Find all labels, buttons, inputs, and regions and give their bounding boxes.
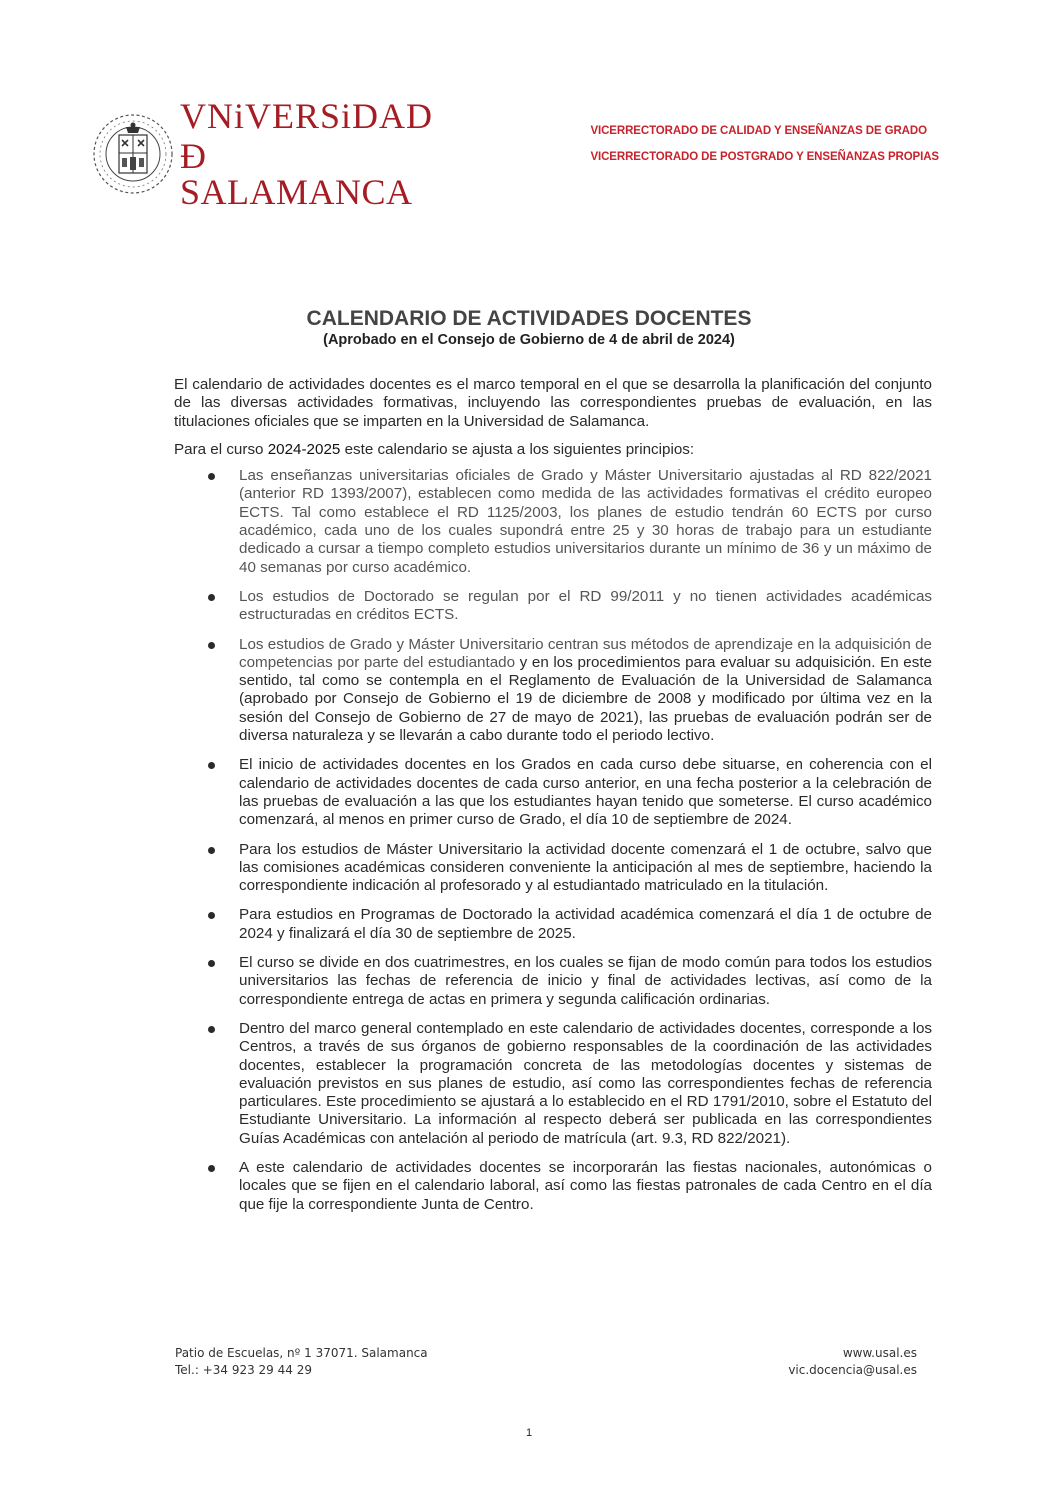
- wordmark-line-1: VNiVERSiDAD: [180, 95, 434, 136]
- bullet-icon: [208, 473, 215, 480]
- bullet-icon: [208, 1165, 215, 1172]
- vicerrectorado-grado: VICERRECTORADO DE CALIDAD Y ENSEÑANZAS DE GRADO: [590, 125, 927, 137]
- footer-phone: Tel.: +34 923 29 44 29: [175, 1363, 312, 1377]
- bullet-icon: [208, 960, 215, 967]
- document-title: CALENDARIO DE ACTIVIDADES DOCENTES: [306, 307, 752, 330]
- lead-suffix: este calendario se ajusta a los siguientes principios:: [340, 440, 695, 458]
- principles-list: [174, 467, 932, 1214]
- bullet-icon: [208, 912, 215, 919]
- list-item: [174, 588, 932, 625]
- university-logo: [92, 95, 434, 212]
- list-item-text: Las enseñanzas universitarias oficiales de Grado y Máster Universitario ajustadas al RD 822/2021 (anterior RD 1393/2007), establecen como medida de las actividades formativas el crédito europeo ECTS. Tal como establece el RD 1125/2003, los planes de estudio tendrán 60 ECTS por curso académico, cada uno de los cuales supondrá entre 25 y 30 horas de trabajo para un estudiante dedicado a cursar a tiempo completo estudios universitarios durante un mínimo de 36 y un máximo de 40 semanas por curso académico.: [239, 467, 932, 576]
- bullet-icon: [208, 847, 215, 854]
- list-item-text-part2: y en los procedimientos para evaluar su adquisición. En este sentido, tal como se contempla en el Reglamento de Evaluación de la Universidad de Salamanca (aprobado por Consejo de Gobierno el 19 de diciembre de 2008 y modificado por última vez en la sesión del Consejo de Gobierno de 27 de mayo de 2021), las pruebas de evaluación podrán ser de diversa naturaleza y se llevarán a cabo durante todo el periodo lectivo.: [239, 653, 932, 745]
- list-item-text: Dentro del marco general contemplado en este calendario de actividades docentes, corresponde a los Centros, a través de sus órganos de gobierno responsables de la coordinación de las actividades docentes, establecer la programación concreta de las metodologías docentes y sistemas de evaluación previstos en sus planes de estudio, así como las correspondientes fechas de referencia particulares. Este procedimiento se ajustará a lo establecido en el RD 1791/2010, sobre el Estatuto del Estudiante Universitario. La información al respecto deberá ser publicada en las correspondientes Guías Académicas con antelación al periodo de matrícula (art. 9.3, RD 822/2021).: [239, 1019, 932, 1147]
- lead-prefix: Para el curso: [174, 440, 268, 458]
- list-item-text-part1: Los estudios de Grado y Máster Universitario centran sus métodos de aprendizaje en la adquisición de competencias por parte del estudiantado: [239, 635, 932, 671]
- list-item: [174, 906, 932, 943]
- footer-email-link[interactable]: vic.docencia@usal.es: [788, 1363, 917, 1377]
- page-number: 1: [525, 1427, 533, 1439]
- vicerrectorado-header: [590, 118, 939, 170]
- list-item-text: El curso se divide en dos cuatrimestres, en los cuales se fijan de modo común para todos los estudios universitarios las fechas de referencia de inicio y final de actividades lectivas, así como de la correspondiente entrega de actas en primera y segunda calificación ordinarias.: [239, 954, 932, 1008]
- list-item: [174, 1159, 932, 1214]
- bullet-icon: [208, 642, 215, 649]
- list-item: [174, 841, 932, 896]
- list-item: [174, 756, 932, 829]
- list-item: [174, 636, 932, 746]
- list-item-text: Los estudios de Doctorado se regulan por el RD 99/2011 y no tienen actividades académicas estructuradas en créditos ECTS.: [239, 587, 932, 624]
- lead-paragraph: [174, 441, 932, 459]
- list-item-text: El inicio de actividades docentes en los Grados en cada curso debe situarse, en coherencia con el calendario de actividades docentes de cada curso anterior, en una fecha posterior a la celebración de las pruebas de evaluación a las que los estudiantes hayan tenido que someterse. El curso académico comenzará, al menos en primer curso de Grado, el día 10 de septiembre de 2024.: [239, 756, 932, 829]
- intro-paragraph: El calendario de actividades docentes es el marco temporal en el que se desarrolla la planificación del conjunto de las diversas actividades formativas, incluyendo las correspondientes pruebas de evaluación, en las titulaciones oficiales que se imparten en la Universidad de Salamanca.: [174, 376, 932, 430]
- list-item: [174, 954, 932, 1009]
- academic-year: 2024-2025: [267, 440, 341, 458]
- university-seal-icon: [92, 113, 174, 195]
- footer-website-link[interactable]: www.usal.es: [842, 1346, 917, 1360]
- vicerrectorado-postgrado: VICERRECTORADO DE POSTGRADO Y ENSEÑANZAS PROPIAS: [590, 151, 939, 163]
- university-wordmark: [180, 95, 434, 212]
- wordmark-line-2: Ð SALAMANCA: [180, 135, 413, 212]
- list-item-text: Para los estudios de Máster Universitario la actividad docente comenzará el 1 de octubre, salvo que las comisiones académicas consideren conveniente la anticipación al mes de septiembre, haciendo la correspondiente indicación al profesorado y al estudiantado matriculado en la titulación.: [239, 840, 932, 895]
- bullet-icon: [208, 594, 215, 601]
- document-subtitle: (Aprobado en el Consejo de Gobierno de 4 de abril de 2024): [323, 332, 735, 348]
- bullet-icon: [208, 1026, 215, 1033]
- document-body: [174, 376, 932, 1225]
- list-item-text: Para estudios en Programas de Doctorado la actividad académica comenzará el día 1 de octubre de 2024 y finalizará el día 30 de septiembre de 2025.: [239, 906, 932, 942]
- footer-contact: [175, 1345, 428, 1379]
- list-item-text: A este calendario de actividades docentes se incorporarán las fiestas nacionales, autonómicas o locales que se fijen en el calendario laboral, así como las fiestas patronales de cada Centro en el día que fije la correspondiente Junta de Centro.: [239, 1158, 932, 1213]
- bullet-icon: [208, 762, 215, 769]
- footer-links: [788, 1345, 917, 1379]
- list-item: [174, 1020, 932, 1148]
- footer-address: Patio de Escuelas, nº 1 37071. Salamanca: [175, 1346, 428, 1360]
- list-item: [174, 467, 932, 577]
